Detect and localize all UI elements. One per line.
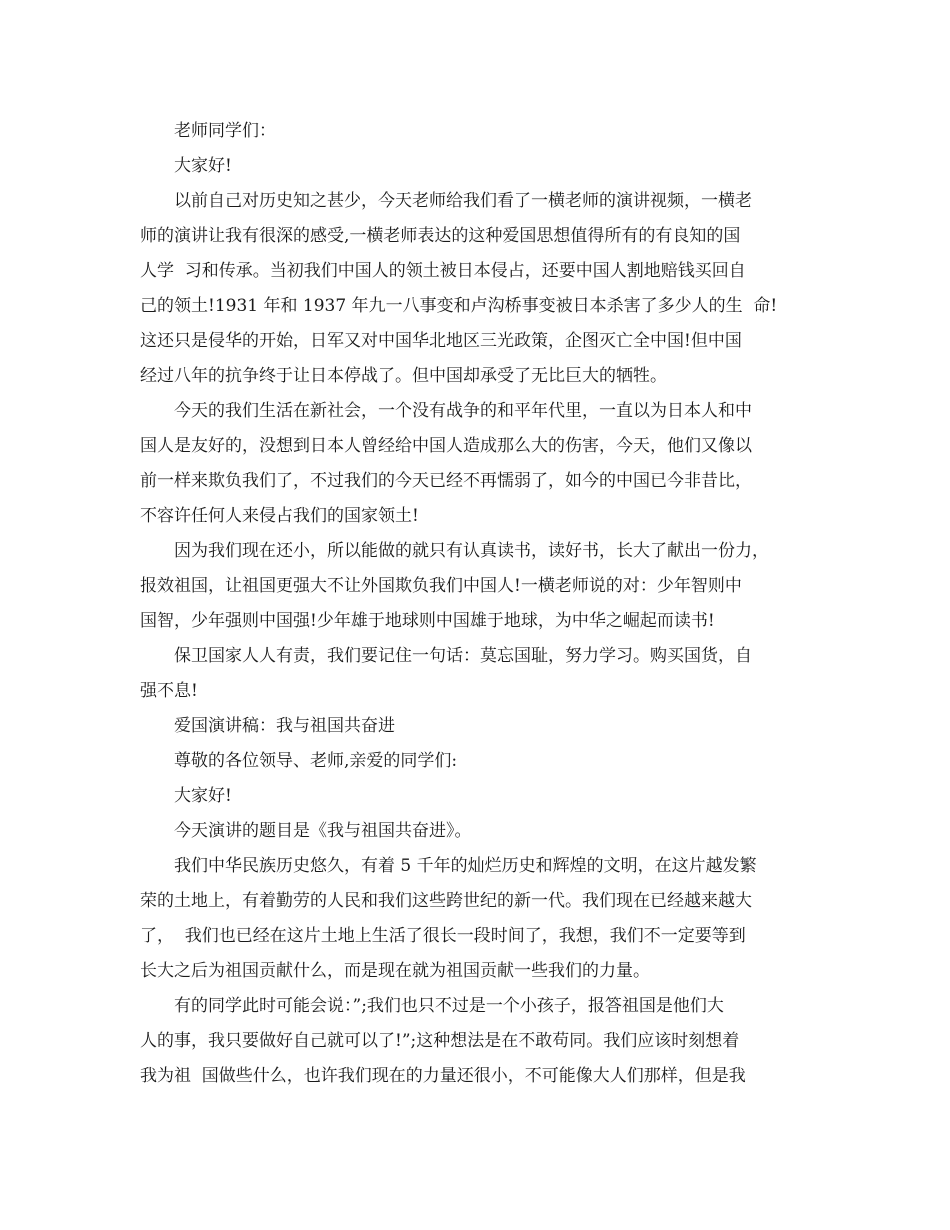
text-line: 经过八年的抗争终于让日本停战了。但中国却承受了无比巨大的牺牲。 bbox=[140, 366, 667, 386]
text-line: 以前自己对历史知之甚少，今天老师给我们看了一横老师的演讲视频，一横老 bbox=[174, 191, 752, 211]
section-title: 爱国演讲稿：我与祖国共奋进 bbox=[174, 716, 395, 736]
text-line: 报效祖国，让祖国更强大不让外国欺负我们中国人!一横老师说的对：少年智则中 bbox=[140, 576, 742, 596]
text-line: 人学 习和传承。当初我们中国人的领土被日本侵占，还要中国人割地赔钱买回自 bbox=[140, 261, 746, 281]
text-line: 国智，少年强则中国强!少年雄于地球则中国雄于地球，为中华之崛起而读书! bbox=[140, 611, 715, 631]
text-line: 前一样来欺负我们了，不过我们的今天已经不再懦弱了，如今的中国已今非昔比， bbox=[140, 471, 752, 491]
text-line: 己的领土!1931 年和 1937 年九一八事变和卢沟桥事变被日本杀害了多少人的生 命! bbox=[140, 296, 778, 316]
text-line: 强不息! bbox=[140, 681, 198, 701]
text-line: 因为我们现在还小，所以能做的就只有认真读书，读好书，长大了献出一份力， bbox=[174, 541, 769, 561]
text-line: 有的同学此时可能会说：”;我们也只不过是一个小孩子，报答祖国是他们大 bbox=[174, 996, 724, 1016]
text-line: 我们中华民族历史悠久，有着 5 千年的灿烂历史和辉煌的文明，在这片越发繁 bbox=[174, 856, 757, 876]
text-line: 我为祖 国做些什么，也许我们现在的力量还很小，不可能像大人们那样，但是我 bbox=[140, 1066, 746, 1086]
text-line: 了， 我们也已经在这片土地上生活了很长一段时间了，我想，我们不一定要等到 bbox=[140, 926, 746, 946]
text-line: 大家好! bbox=[174, 156, 232, 176]
text-line: 国人是友好的，没想到日本人曾经给中国人造成那么大的伤害，今天，他们又像以 bbox=[140, 436, 752, 456]
text-line: 保卫国家人人有责，我们要记住一句话：莫忘国耻，努力学习。购买国货，自 bbox=[174, 646, 752, 666]
text-line: 大家好! bbox=[174, 786, 232, 806]
text-line: 尊敬的各位领导、老师,亲爱的同学们: bbox=[174, 751, 458, 771]
text-line: 老师同学们： bbox=[174, 121, 276, 141]
text-line: 师的演讲让我有很深的感受,一横老师表达的这种爱国思想值得所有的有良知的国 bbox=[140, 226, 741, 246]
text-line: 今天的我们生活在新社会，一个没有战争的和平年代里，一直以为日本人和中 bbox=[174, 401, 752, 421]
text-line: 长大之后为祖国贡献什么，而是现在就为祖国贡献一些我们的力量。 bbox=[140, 961, 650, 981]
text-line: 今天演讲的题目是《我与祖国共奋进》。 bbox=[174, 821, 472, 841]
text-line: 不容许任何人来侵占我们的国家领土! bbox=[140, 506, 419, 526]
text-line: 荣的土地上，有着勤劳的人民和我们这些跨世纪的新一代。我们现在已经越来越大 bbox=[140, 891, 752, 911]
text-line: 人的事，我只要做好自己就可以了!”;这种想法是在不敢苟同。我们应该时刻想着 bbox=[140, 1031, 740, 1051]
text-line: 这还只是侵华的开始，日军又对中国华北地区三光政策，企图灭亡全中国!但中国 bbox=[140, 331, 742, 351]
